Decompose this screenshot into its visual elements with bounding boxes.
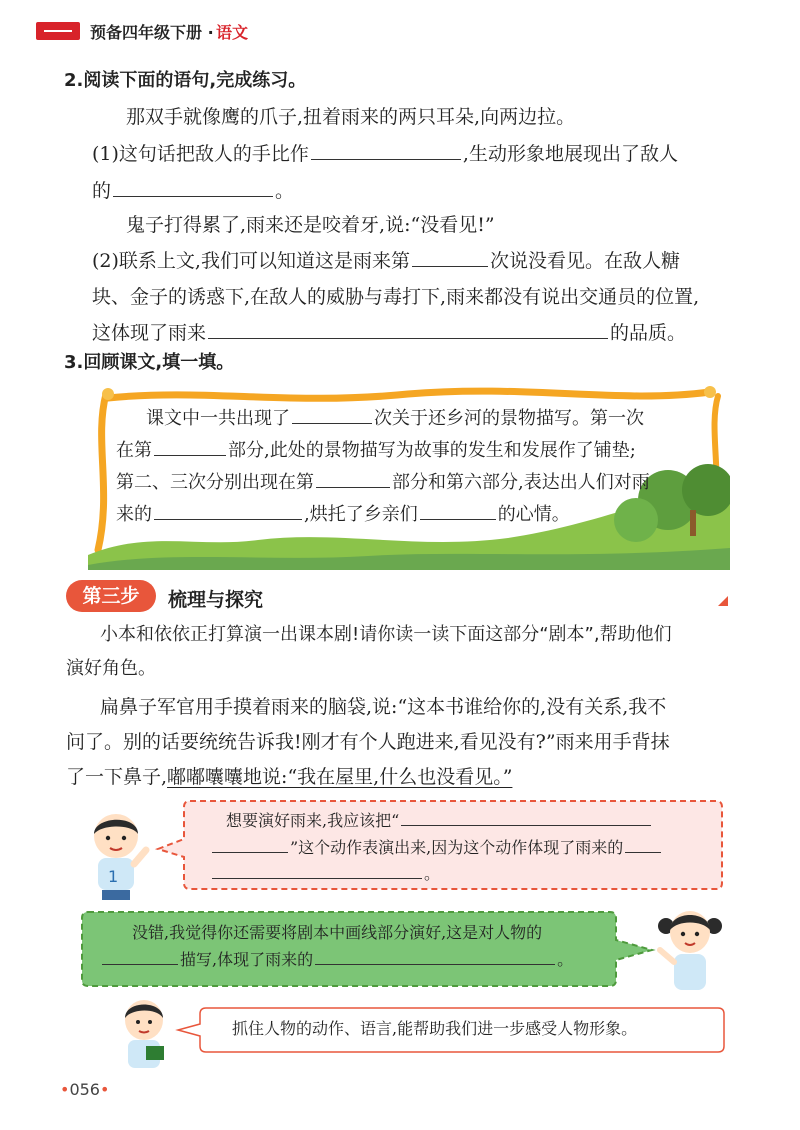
- q3-line1: [146, 410, 644, 428]
- answer-blank[interactable]: [208, 337, 608, 339]
- bubble2-text: 描写,体现了雨来的: [180, 950, 314, 969]
- answer-blank[interactable]: [212, 851, 288, 853]
- q2-sub1-text-b: ,生动形象地展现出了敌人: [462, 143, 678, 165]
- q3-text: ,烘托了乡亲们: [304, 504, 418, 525]
- underlined-speech: 嘟嘟囔囔地说:“我在屋里,什么也没看见。”: [167, 766, 513, 788]
- speech-bubble-green: [80, 906, 660, 992]
- header-subject: 语文: [216, 23, 249, 42]
- answer-blank[interactable]: [292, 422, 372, 424]
- q2-quote-1: 那双手就像鹰的爪子,扭着雨来的两只耳朵,向两边拉。: [126, 106, 576, 128]
- q2-sub1-line1: [92, 145, 678, 164]
- q2-sub2-text-b: 次说没看见。在敌人糖: [489, 250, 680, 272]
- q3-text: 部分和第六部分,表达出人们对雨: [392, 472, 650, 493]
- answer-blank[interactable]: [625, 851, 661, 853]
- bubble2-line2: [100, 952, 573, 968]
- bubble2-line1: 没错,我觉得你还需要将剧本中画线部分演好,这是对人物的: [132, 923, 543, 942]
- q2-sub2-line2: 块、金子的诱惑下,在敌人的威胁与毒打下,雨来都没有说出交通员的位置,: [92, 286, 700, 308]
- q2-sub2-line3: [92, 324, 686, 343]
- bubble1-line2: [210, 840, 663, 856]
- answer-blank[interactable]: [401, 824, 651, 826]
- q3-text: 来的: [116, 504, 152, 525]
- q3-line3: [116, 474, 650, 492]
- q2-sub2-line1: [92, 252, 680, 271]
- step-title: 梳理与探究: [168, 589, 264, 611]
- bubble1-text: ”这个动作表演出来,因为这个动作体现了雨来的: [290, 838, 624, 857]
- q2-sub1-text-c: 的: [92, 180, 112, 202]
- corner-mark-icon: [716, 594, 730, 608]
- q3-text: 课文中一共出现了: [146, 408, 290, 429]
- script-line-3: [66, 768, 512, 787]
- header-title: 预备四年级下册 ·: [90, 23, 214, 42]
- answer-blank[interactable]: [315, 963, 555, 965]
- bubble1-line1: [226, 813, 653, 829]
- q2-quote-2: 鬼子打得累了,雨来还是咬着牙,说:“没看见!”: [126, 214, 495, 236]
- publisher-logo: [36, 22, 80, 40]
- boy-character-icon: [78, 810, 158, 902]
- bubble1-line3: [210, 866, 440, 882]
- script-text: 了一下鼻子,: [66, 766, 168, 788]
- q3-line4: [116, 506, 570, 524]
- question-2-title: 2.阅读下面的语句,完成练习。: [64, 70, 307, 91]
- bubble1-text: 。: [424, 864, 441, 883]
- bullet-dot-icon: •: [60, 1080, 70, 1099]
- page-number-value: 056: [69, 1080, 100, 1099]
- tip-text: 抓住人物的动作、语言,能帮助我们进一步感受人物形象。: [232, 1019, 638, 1038]
- answer-blank[interactable]: [412, 265, 488, 267]
- q3-text: 次关于还乡河的景物描写。第一次: [374, 408, 644, 429]
- girl-character-icon: [654, 904, 726, 996]
- answer-blank[interactable]: [420, 518, 496, 520]
- answer-blank[interactable]: [154, 454, 226, 456]
- intro-line-2: 演好角色。: [66, 658, 156, 679]
- bubble2-text: 。: [557, 950, 574, 969]
- q3-text: 的心情。: [497, 504, 570, 525]
- answer-blank[interactable]: [316, 486, 390, 488]
- question-3-title: 3.回顾课文,填一填。: [64, 352, 235, 373]
- answer-blank[interactable]: [113, 195, 273, 197]
- answer-blank[interactable]: [311, 158, 461, 160]
- bullet-dot-icon: •: [99, 1080, 110, 1099]
- answer-blank[interactable]: [212, 877, 422, 879]
- bubble1-text: 想要演好雨来,我应该把“: [226, 811, 400, 830]
- script-line-2: 问了。别的话要统统告诉我!刚才有个人跑进来,看见没有?”雨来用手背抹: [66, 731, 670, 753]
- answer-blank[interactable]: [154, 518, 302, 520]
- q2-sub1-line2: [92, 182, 294, 201]
- answer-blank[interactable]: [102, 963, 178, 965]
- q3-line2: [116, 442, 636, 460]
- q2-sub1-text-d: 。: [275, 180, 295, 202]
- q2-sub2-text-a: (2)联系上文,我们可以知道这是雨来第: [92, 250, 410, 272]
- boy-thinking-icon: [112, 996, 180, 1072]
- q2-sub2-text-e: 的品质。: [610, 322, 687, 344]
- script-line-1: 扁鼻子军官用手摸着雨来的脑袋,说:“这本书谁给你的,没有关系,我不: [100, 696, 667, 718]
- q3-text: 部分,此处的景物描写为故事的发生和发展作了铺垫;: [228, 440, 636, 461]
- q2-sub2-text-d: 这体现了雨来: [92, 322, 207, 344]
- q3-text: 第二、三次分别出现在第: [116, 472, 314, 493]
- step-badge: 第三步: [66, 580, 156, 612]
- q3-text: 在第: [116, 440, 152, 461]
- svg-text:1: 1: [108, 867, 119, 886]
- q2-sub1-text-a: (1)这句话把敌人的手比作: [92, 143, 309, 165]
- intro-line-1: 小本和依依正打算演一出课本剧!请你读一读下面这部分“剧本”,帮助他们: [100, 624, 672, 645]
- page-number: [60, 1080, 109, 1099]
